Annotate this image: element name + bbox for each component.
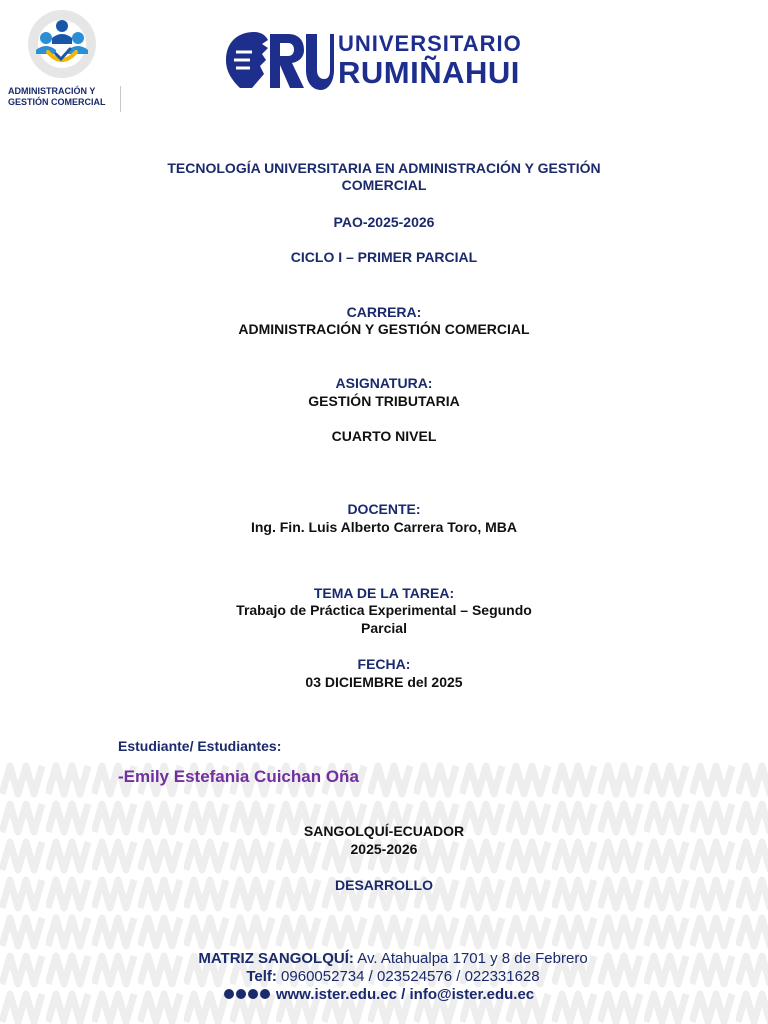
date-label: FECHA:: [357, 656, 411, 672]
career-logo: [4, 6, 120, 108]
teacher-value: Ing. Fin. Luis Alberto Carrera Toro, MBA: [250, 519, 517, 535]
university-logo: [222, 30, 568, 92]
career-label: CARRERA:: [346, 304, 422, 320]
footer-address: [0, 950, 768, 968]
student-name: -Emily Estefania Cuichan Oña: [118, 767, 359, 786]
rumi-head-logo-icon: [222, 30, 334, 90]
topic-label: TEMA DE LA TAREA:: [313, 585, 455, 601]
topic-value-line1: Trabajo de Práctica Experimental – Segundo: [236, 602, 532, 618]
date-value: 03 DICIEMBRE del 2025: [305, 674, 463, 690]
pao: PAO-2025-2026: [333, 214, 435, 230]
topic-value-line2: Parcial: [361, 620, 407, 636]
program-title-line2: COMERCIAL: [341, 177, 427, 193]
web-contact[interactable]: www.ister.edu.ec / info@ister.edu.ec: [275, 986, 535, 1003]
location: SANGOLQUÍ-ECUADOR: [303, 823, 465, 839]
years: 2025-2026: [350, 841, 418, 857]
students-label: Estudiante/ Estudiantes:: [118, 738, 282, 754]
cycle: CICLO I – PRIMER PARCIAL: [290, 249, 478, 265]
subject-label: ASIGNATURA:: [335, 375, 433, 391]
gear-people-emblem-icon: [26, 8, 98, 80]
phone-value: 0960052734 / 023524576 / 022331628: [276, 968, 540, 985]
address-label: MATRIZ SANGOLQUÍ:: [198, 950, 354, 967]
social-media-icons[interactable]: [224, 986, 272, 1004]
career-value: ADMINISTRACIÓN Y GESTIÓN COMERCIAL: [238, 321, 530, 337]
divider: [120, 86, 121, 112]
footer-phone: [0, 968, 768, 986]
program-title-line1: TECNOLOGÍA UNIVERSITARIA EN ADMINISTRACIÓN Y GESTIÓN: [167, 160, 601, 176]
logo-line2: RUMIÑAHUI: [338, 55, 520, 90]
footer-web: [0, 986, 768, 1004]
teacher-label: DOCENTE:: [347, 501, 421, 517]
career-logo-caption: ADMINISTRACIÓN Y GESTIÓN COMERCIAL: [8, 86, 106, 107]
subject-value: GESTIÓN TRIBUTARIA: [308, 393, 460, 409]
logo-line1: UNIVERSITARIO: [338, 31, 522, 56]
section-title: DESARROLLO: [335, 877, 433, 893]
phone-label: Telf:: [246, 968, 277, 985]
address-value: Av. Atahualpa 1701 y 8 de Febrero: [353, 950, 588, 967]
level: CUARTO NIVEL: [331, 428, 437, 444]
